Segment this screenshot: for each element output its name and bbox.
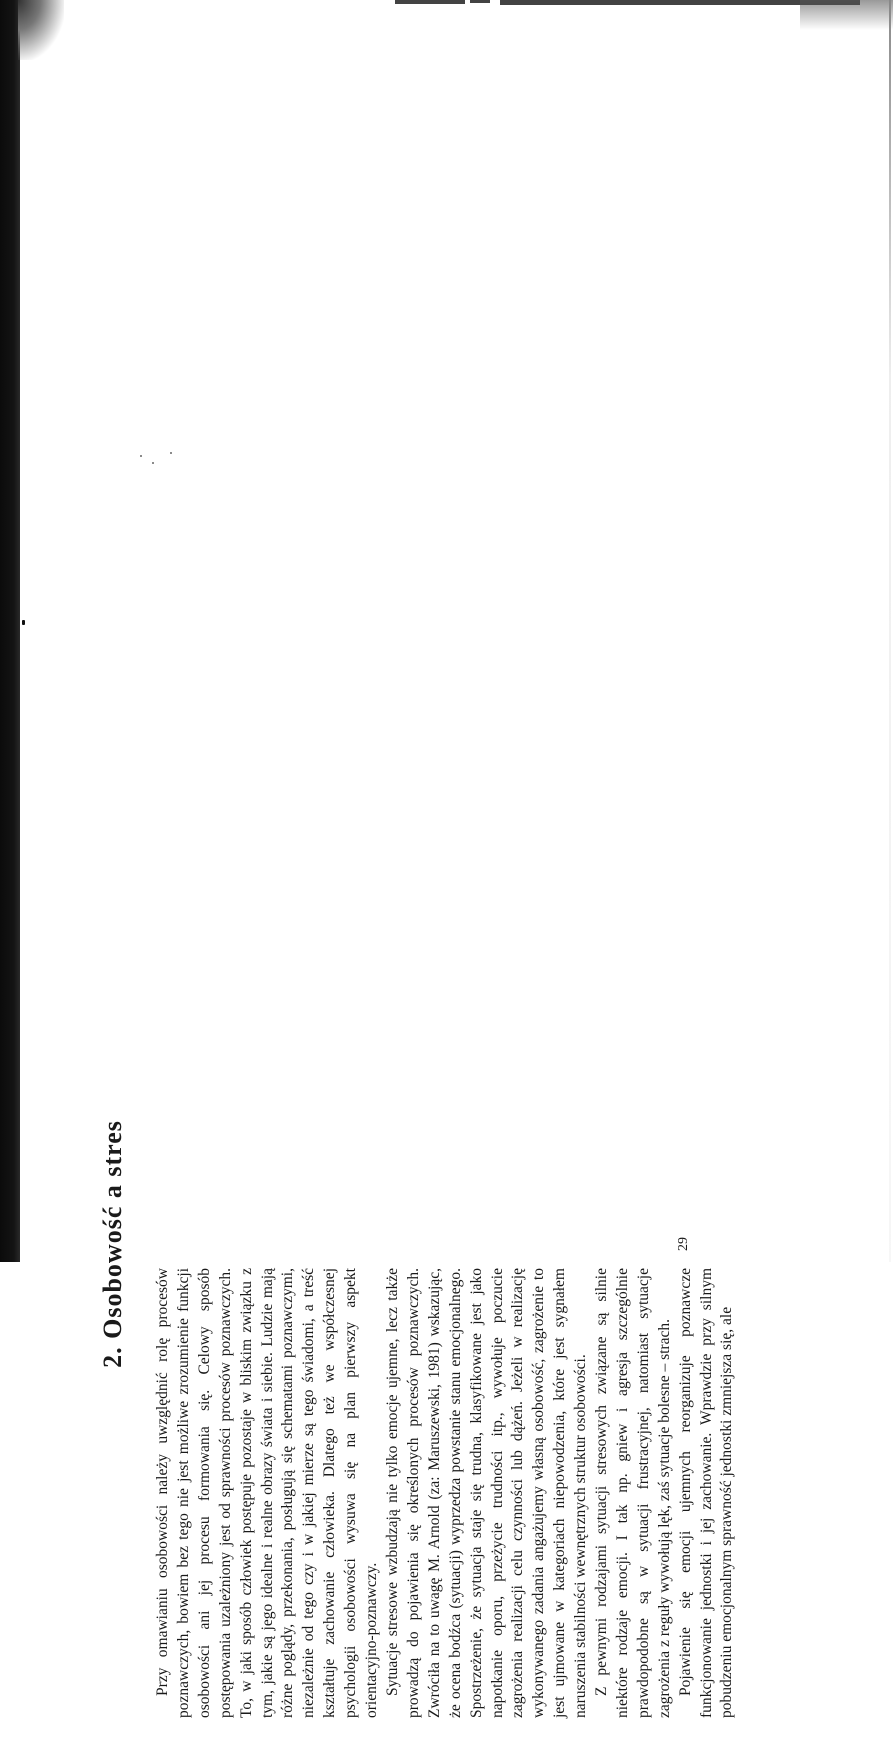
body-text [153, 1268, 738, 1718]
scan-speck [170, 452, 172, 454]
paragraph: Pojawienie się emocji ujemnych reorganizuje poznawcze funkcjonowanie jednostki i jej zachowanie. Wprawdzie przy silnym pobudzeniu emocjonalnym sprawność jednostki zmniejsza się, ale [676, 1268, 736, 1718]
scan-dark-edge [0, 0, 20, 1262]
scan-speck [152, 462, 154, 464]
page-number: 29 [676, 1237, 691, 1251]
paragraph: Przy omawianiu osobowości należy uwzględnić rolę procesów poznawczych, bowiem bez tego nie jest możliwe zrozumienie funkcji osobowości ani jej procesu formowania się. Celowy sposób postępowania uzależniony jest od sprawności procesów poznawczych. To, w jaki sposób człowiek postępuje pozostaje w bliskim związku z tym, jakie są jego idealne i realne obrazy świata i siebie. Ludzie mają różne poglądy, przekonania, posługują się schematami poznawczymi, niezależnie od tego czy i w jakiej mierze są tego świadomi, a treść kształtuje zachowanie człowieka. Dlatego też we współczesnej psychologii osobowości wysuwa się na plan pierwszy aspekt orientacyjno-poznawczy. [154, 1268, 381, 1718]
chapter-title: 2. Osobowość a stres [98, 1120, 127, 1368]
paragraph: Sytuacje stresowe wzbudzają nie tylko emocje ujemne, lecz także prowadzą do pojawienia się określonych procesów poznawczych. Zwróciła na to uwagę M. Arnold (za: Maruszewski, 1981) wskazując, że ocena bodźca (sytuacji) wyprzedza powstanie stanu emocjonalnego. Spostrzeżenie, że sytuacja staje się trudna, klasyfikowane jest jako napotkanie oporu, przeżycie trudności itp., wywołuje poczucie zagrożenia realizacji celu czynności lub dążeń. Jeżeli w realizację wykonywanego zadania angażujemy własną osobowość, zagrożenie to jest ujmowane w kategoriach niepowodzenia, które jest sygnałem naruszenia stabilności wewnętrznych struktur osobowości. [383, 1268, 590, 1718]
scan-speck [140, 455, 142, 457]
scan-right-edge [889, 0, 891, 1262]
rotated-page [98, 740, 778, 1748]
paragraph: Z pewnymi rodzajami sytuacji stresowych związane są silnie niektóre rodzaje emocji. I tak np. gniew i agresja szczególnie prawdopodobne są w sytuacji frustracyjnej, natomiast sytuacje zagrożenia z reguły wywołują lęk, zaś sytuacje bolesne – strach. [593, 1268, 673, 1718]
scan-speck [22, 620, 25, 625]
scan-top-mark [470, 0, 490, 3]
scan-top-shadow [800, 0, 893, 30]
scan-top-mark [395, 0, 465, 4]
scan-corner-shadow [18, 0, 64, 60]
page-content [98, 740, 778, 1748]
